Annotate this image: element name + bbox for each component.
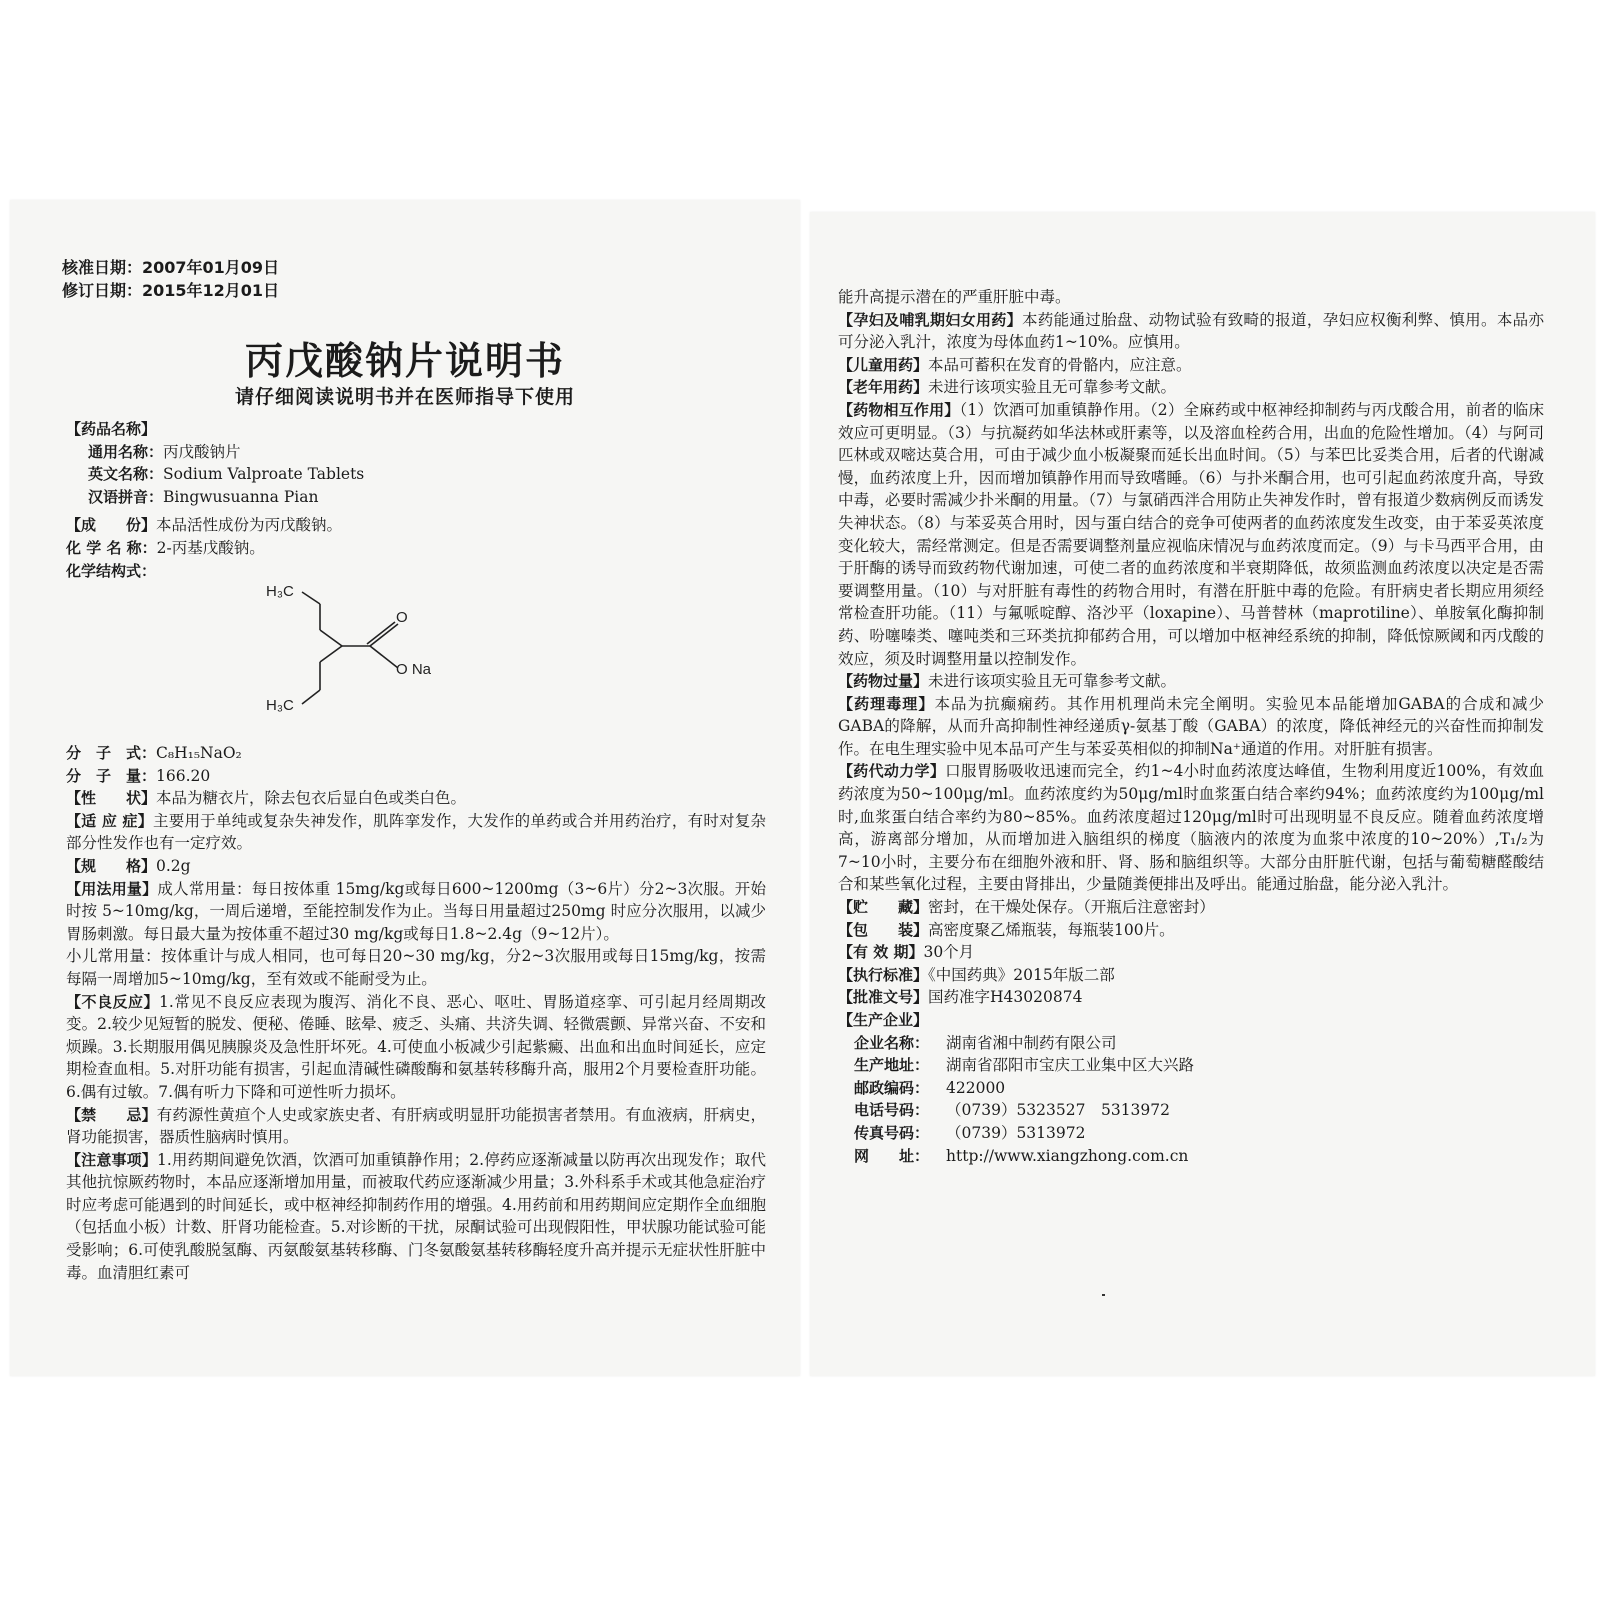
section-text: 30个月 xyxy=(923,943,975,962)
manufacturer-label: 【生产企业】 xyxy=(838,1011,929,1029)
section-label: 【药物过量】 xyxy=(838,672,929,691)
manufacturer-field-label: 网 址： xyxy=(854,1146,930,1165)
section-label: 【注意事项】 xyxy=(66,1150,157,1169)
section-label: 【药理毒理】 xyxy=(838,694,935,713)
section-label: 【有 效 期】 xyxy=(838,943,924,962)
manufacturer-field-label: 传真号码： xyxy=(854,1123,930,1142)
english-name-label: 英文名称： xyxy=(88,465,164,484)
composition-text: 本品活性成份为丙戊酸钠。 xyxy=(156,516,343,535)
section-label: 【用法用量】 xyxy=(66,879,158,898)
section-text: 本品为糖衣片，除去包衣后显白色或类白色。 xyxy=(156,789,467,808)
section-appearance xyxy=(66,787,766,810)
section-shelf-life xyxy=(838,941,1544,964)
section-text: 1.用药期间避免饮酒，饮酒可加重镇静作用；2.停药应逐渐减量以防再次出现发作；取代其他抗惊厥药物时，本品应逐渐增加用量，而被取代药应逐渐减少用量；3.外科系手术或其他急症治疗时应考虑可能遇到的时间延长，或中枢神经抑制药作用的增强。4.用药前和用药期间应定期作全血细胞（包括血小板）计数、肝肾功能检查。5.对诊断的干扰，尿酮试验可出现假阳性，甲状腺功能试验可能受影响；6.可使乳酸脱氢酶、丙氨酸氨基转移酶、门冬氨酸氨基转移酶轻度升高并提示无症状性肝脏中毒。血清胆红素可 xyxy=(66,1150,766,1282)
section-label: 【规 格】 xyxy=(66,856,157,875)
section-overdose xyxy=(838,670,1544,693)
section-label: 【包 装】 xyxy=(838,920,929,939)
pinyin-name: Bingwusuanna Pian xyxy=(163,487,319,506)
ona-label: O Na xyxy=(396,661,432,678)
section-text: 1.常见不良反应表现为腹泻、消化不良、恶心、呕吐、胃肠道痉挛、可引起月经周期改变。2.较少见短暂的脱发、便秘、倦睡、眩晕、疲乏、头痛、共济失调、轻微震颤、异常兴奋、不安和烦躁。3.长期服用偶见胰腺炎及急性肝坏死。4.可使血小板减少引起紫癜、出血和出血时间延长，应定期检查血相。5.对肝功能有损害，引起血清碱性磷酸酶和氨基转移酶升高，服用2个月要检查肝功能。6.偶有过敏。7.偶有听力下降和可逆性听力损坏。 xyxy=(66,992,766,1101)
mw-row xyxy=(66,765,766,788)
section-label: 【药物相互作用】 xyxy=(838,400,960,419)
section-pediatric xyxy=(838,354,1544,377)
manufacturer-field-label: 邮政编码： xyxy=(854,1078,930,1097)
section-text: （1）饮酒可加重镇静作用。（2）全麻药或中枢神经抑制药与丙戊酸合用，前者的临床效应可更明显。（3）与抗凝药如华法林或肝素等，以及溶血栓药合用，出血的危险性增加。（4）与阿司匹林或双嘧达莫合用，可由于减少血小板凝聚而延长出血时间。（5）与苯巴比妥类合用，后者的代谢减慢，血药浓度上升，因而增加镇静作用而导致嗜睡。（6）与扑米酮合用，也可引起血药浓度升高，导致中毒，必要时需减少扑米酮的用量。（7）与氯硝西泮合用防止失神发作时，曾有报道少数病例反而诱发失神状态。（8）与苯妥英合用时，因与蛋白结合的竞争可使两者的血药浓度发生改变，由于苯妥英浓度变化较大，需经常测定。但是否需要调整剂量应视临床情况与血药浓度而定。（9）与卡马西平合用，由于肝酶的诱导而致药物代谢加速，可使二者的血药浓度和半衰期降低，故须监测血药浓度以决定是否需要调整用量。（10）与对肝脏有毒性的药物合用时，有潜在肝脏中毒的危险。有肝病史者长期应用须经常检查肝功能。（11）与氟哌啶醇、洛沙平（loxapine）、马普替林（maprotiline）、单胺氧化酶抑制药、吩噻嗪类、噻吨类和三环类抗抑郁药合用，可以增加中枢神经系统的抑制，降低惊厥阈和丙戊酸的效应，须及时调整用量以控制发作。 xyxy=(838,400,1544,668)
drug-name-section xyxy=(66,418,766,508)
h3c-bottom-label: H₃C xyxy=(266,697,294,714)
manufacturer-details xyxy=(838,1032,1544,1168)
pinyin-label: 汉语拼音： xyxy=(88,487,164,506)
section-contraindications xyxy=(66,1104,766,1149)
manufacturer-field-value: （0739）5313972 xyxy=(946,1123,1086,1142)
section-package xyxy=(838,919,1544,942)
manufacturer-row xyxy=(854,1145,1544,1168)
english-name: Sodium Valproate Tablets xyxy=(163,465,365,484)
website-link[interactable]: http://www.xiangzhong.com.cn xyxy=(946,1146,1189,1165)
section-label: 【适 应 症】 xyxy=(66,811,154,830)
section-text: 密封，在干燥处保存。（开瓶后注意密封） xyxy=(928,898,1215,917)
document-subtitle: 请仔细阅读说明书并在医师指导下使用 xyxy=(234,386,575,408)
section-text: 成人常用量：每日按体重 15mg/kg或每日600~1200mg（3~6片）分2~3次服。开始时按 5~10mg/kg，一周后递增，至能控制发作为止。当每日用量超过250mg 时应分次服用，以减少胃肠刺激。每日最大量为按体重不超过30 mg/kg或每日1.8~2.4g（9~12片）。 xyxy=(66,879,766,943)
chem-name-label: 化 学 名 称： xyxy=(66,538,157,557)
left-page xyxy=(10,200,800,1376)
manufacturer-field-value: 湖南省湘中制药有限公司 xyxy=(946,1033,1117,1052)
section-precautions xyxy=(66,1149,766,1285)
section-interactions xyxy=(838,399,1544,670)
manufacturer-field-value: 422000 xyxy=(946,1078,1006,1097)
section-label: 【老年用药】 xyxy=(838,378,929,397)
section-label: 【儿童用药】 xyxy=(838,355,929,374)
section-label: 【禁 忌】 xyxy=(66,1105,157,1124)
section-text: 口服胃肠吸收迅速而完全，约1~4小时血药浓度达峰值，生物利用度近100%，有效血药浓度为50~100μg/ml。血药浓度约为50μg/ml时血浆蛋白结合率约94%；血药浓度约为100μg/ml时,血浆蛋白结合率约为80~85%。血药浓度超过120μg/ml时可出现明显不良反应。随着血药浓度增高，游离部分增加，从而增加进入脑组织的梯度（脑液内的浓度为血浆中浓度的10~20%）,T₁/₂为7~10小时，主要分布在细胞外液和肝、肾、肠和脑组织等。大部分由肝脏代谢，包括与葡萄糖醛酸结合和某些氧化过程，主要由肾排出，少量随粪便排出及呼出。能通过胎盘，能分泌入乳汁。 xyxy=(838,762,1544,894)
mw-value: 166.20 xyxy=(156,766,211,785)
drug-name-label: 【药品名称】 xyxy=(66,420,157,438)
common-name: 丙戊酸钠片 xyxy=(163,442,241,461)
left-sections xyxy=(66,742,766,1284)
page-mark xyxy=(1102,1294,1105,1296)
manufacturer-field-value: （0739）5323527 5313972 xyxy=(946,1101,1171,1120)
section-text: 本品为抗癫痫药。其作用机理尚未完全阐明。实验见本品能增加GABA的合成和减少GABA的降解，从而升高抑制性神经递质γ-氨基丁酸（GABA）的浓度，降低神经元的兴奋性而抑制发作。在电生理实验中见本品可产生与苯妥英相似的抑制Na⁺通道的作用。对肝脏有损害。 xyxy=(838,694,1544,758)
section-indications xyxy=(66,810,766,855)
structure-label: 化学结构式： xyxy=(66,561,157,580)
section-label: 【执行标准】 xyxy=(838,965,929,984)
section-text: 未进行该项实验且无可靠参考文献。 xyxy=(928,378,1177,397)
section-dosage xyxy=(66,878,766,946)
section-text: 能升高提示潜在的严重肝脏中毒。 xyxy=(838,288,1071,306)
chemical-structure xyxy=(250,572,490,732)
manufacturer-row xyxy=(854,1122,1544,1145)
section-label: 【孕妇及哺乳期妇女用药】 xyxy=(838,310,1022,329)
right-sections xyxy=(838,286,1544,1167)
manufacturer-field-label: 生产地址： xyxy=(854,1056,930,1075)
manufacturer-field-label: 电话号码： xyxy=(854,1101,930,1120)
h3c-top-label: H₃C xyxy=(266,583,294,600)
manufacturer-field-label: 企业名称： xyxy=(854,1033,930,1052)
section-specification xyxy=(66,855,766,878)
section-label: 【不良反应】 xyxy=(66,992,160,1011)
formula-label: 分 子 式： xyxy=(66,744,157,762)
section-continued xyxy=(838,286,1544,309)
section-approval-number xyxy=(838,986,1544,1009)
manufacturer-row xyxy=(854,1077,1544,1100)
section-label: 【性 状】 xyxy=(66,789,157,808)
approval-date: 核准日期：2007年01月09日 xyxy=(62,258,280,277)
section-text: 国药准字H43020874 xyxy=(928,988,1083,1007)
section-text: 主要用于单纯或复杂失神发作，肌阵挛发作，大发作的单药或合并用药治疗，有时对复杂部分性发作也有一定疗效。 xyxy=(66,811,766,853)
mw-label: 分 子 量： xyxy=(66,766,157,785)
section-geriatric xyxy=(838,376,1544,399)
section-label: 【贮 藏】 xyxy=(838,898,929,917)
manufacturer-section xyxy=(838,1009,1544,1167)
revision-date: 修订日期：2015年12月01日 xyxy=(62,281,280,300)
section-text: 0.2g xyxy=(156,856,191,875)
section-text: 小儿常用量：按体重计与成人相同，也可每日20~30 mg/kg，分2~3次服用或每日15mg/kg，按需每隔一周增加5~10mg/kg，至有效或不能耐受为止。 xyxy=(66,947,766,988)
manufacturer-row xyxy=(854,1032,1544,1055)
formula-row xyxy=(66,742,766,765)
section-label: 【批准文号】 xyxy=(838,988,929,1007)
oxygen-label: O xyxy=(396,609,408,626)
manufacturer-field-value: 湖南省邵阳市宝庆工业集中区大兴路 xyxy=(946,1056,1195,1075)
document-title: 丙戊酸钠片说明书 xyxy=(244,339,565,383)
section-text: 《中国药典》2015年版二部 xyxy=(928,965,1115,984)
date-block xyxy=(62,256,279,302)
manufacturer-row xyxy=(854,1054,1544,1077)
right-page xyxy=(810,212,1595,1376)
formula-value: C₈H₁₅NaO₂ xyxy=(156,744,242,762)
section-label: 【药代动力学】 xyxy=(838,762,946,781)
section-text: 本品可蓄积在发育的骨骼内，应注意。 xyxy=(928,355,1192,374)
section-dosage-children xyxy=(66,945,766,990)
section-pharmacokinetics xyxy=(838,760,1544,896)
section-text: 未进行该项实验且无可靠参考文献。 xyxy=(928,672,1177,691)
chem-name: 2-丙基戊酸钠。 xyxy=(156,538,265,557)
section-pregnancy xyxy=(838,309,1544,354)
section-text: 高密度聚乙烯瓶装，每瓶装100片。 xyxy=(928,920,1175,939)
section-standard xyxy=(838,964,1544,987)
section-pharmacology xyxy=(838,693,1544,761)
common-name-label: 通用名称： xyxy=(88,442,164,461)
section-text: 本药能通过胎盘、动物试验有致畸的报道，孕妇应权衡利弊、慎用。本品亦可分泌入乳汁，浓度为母体血药1~10%。应慎用。 xyxy=(838,310,1544,352)
drug-info-block xyxy=(66,418,766,582)
section-storage xyxy=(838,896,1544,919)
section-text: 有药源性黄疸个人史或家族史者、有肝病或明显肝功能损害者禁用。有血液病，肝病史，肾功能损害，器质性脑病时慎用。 xyxy=(66,1105,766,1147)
manufacturer-row xyxy=(854,1099,1544,1122)
composition-label: 【成 份】 xyxy=(66,516,157,535)
section-adverse-reactions xyxy=(66,991,766,1104)
